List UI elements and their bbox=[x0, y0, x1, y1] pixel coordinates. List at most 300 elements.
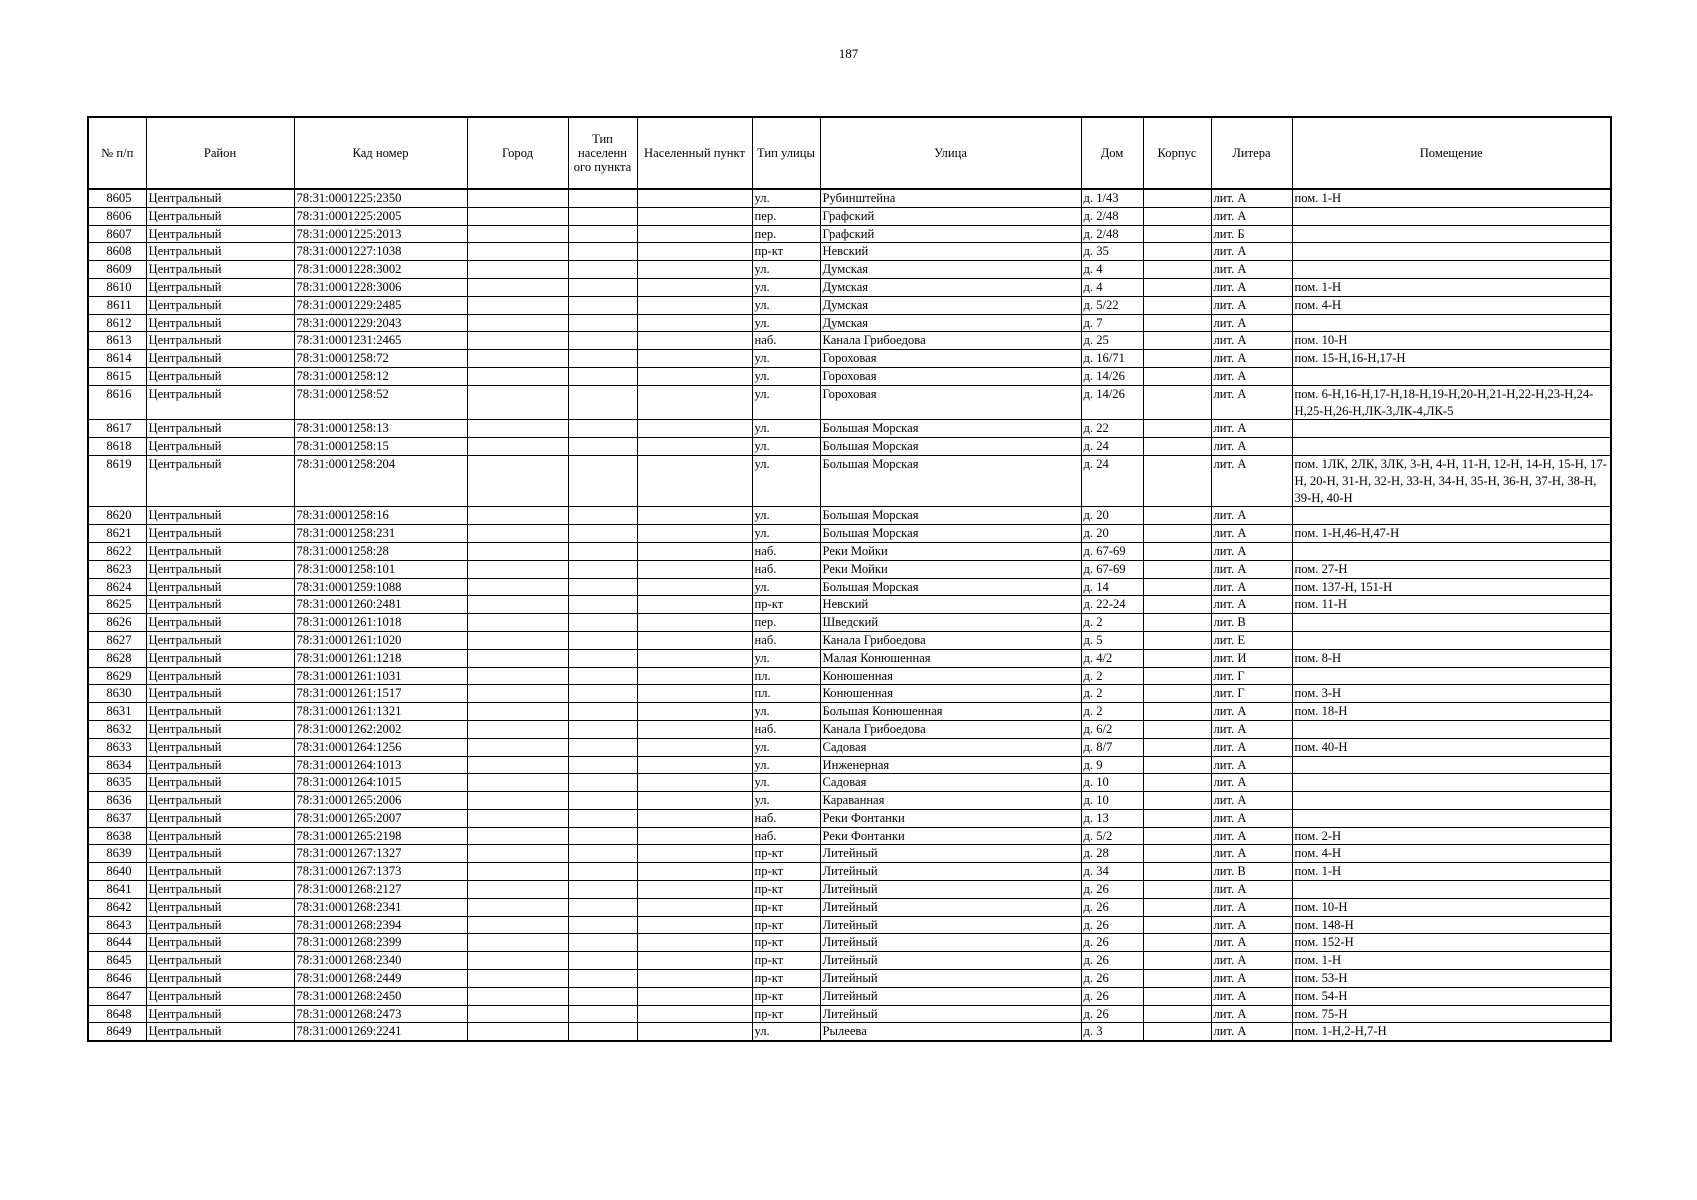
cell-building bbox=[1143, 332, 1211, 350]
cell-settlement bbox=[637, 332, 752, 350]
cell-settlement bbox=[637, 560, 752, 578]
cell-settlement-type bbox=[568, 720, 637, 738]
cell-street-type: пр-кт bbox=[752, 1005, 820, 1023]
cell-settlement-type bbox=[568, 385, 637, 420]
cell-premises: пом. 10-Н bbox=[1292, 898, 1611, 916]
cell-house: д. 3 bbox=[1081, 1023, 1143, 1041]
table-row bbox=[88, 809, 1611, 827]
cell-premises: пом. 18-Н bbox=[1292, 703, 1611, 721]
cell-num: 8635 bbox=[88, 774, 146, 792]
cell-city bbox=[467, 420, 568, 438]
cell-cadastral: 78:31:0001269:2241 bbox=[294, 1023, 467, 1041]
cell-settlement bbox=[637, 845, 752, 863]
cell-settlement bbox=[637, 596, 752, 614]
cell-street-type: ул. bbox=[752, 578, 820, 596]
cell-street: Невский bbox=[820, 243, 1081, 261]
cell-cadastral: 78:31:0001227:1038 bbox=[294, 243, 467, 261]
cell-cadastral: 78:31:0001258:72 bbox=[294, 350, 467, 368]
cell-house: д. 13 bbox=[1081, 809, 1143, 827]
cell-letter: лит. А bbox=[1211, 332, 1292, 350]
cell-cadastral: 78:31:0001259:1088 bbox=[294, 578, 467, 596]
cell-house: д. 26 bbox=[1081, 898, 1143, 916]
cell-cadastral: 78:31:0001261:1517 bbox=[294, 685, 467, 703]
cell-house: д. 8/7 bbox=[1081, 738, 1143, 756]
cell-cadastral: 78:31:0001268:2340 bbox=[294, 952, 467, 970]
cell-letter: лит. А bbox=[1211, 243, 1292, 261]
cell-settlement bbox=[637, 438, 752, 456]
cell-street: Литейный bbox=[820, 1005, 1081, 1023]
cell-premises: пом. 3-Н bbox=[1292, 685, 1611, 703]
cell-settlement bbox=[637, 898, 752, 916]
cell-settlement bbox=[637, 1023, 752, 1041]
cell-street-type: ул. bbox=[752, 649, 820, 667]
cell-city bbox=[467, 649, 568, 667]
cell-premises: пом. 8-Н bbox=[1292, 649, 1611, 667]
cell-street-type: пр-кт bbox=[752, 970, 820, 988]
cell-house: д. 22 bbox=[1081, 420, 1143, 438]
cell-settlement bbox=[637, 542, 752, 560]
cell-street-type: ул. bbox=[752, 438, 820, 456]
cell-city bbox=[467, 243, 568, 261]
cell-house: д. 26 bbox=[1081, 970, 1143, 988]
cell-street-type: пл. bbox=[752, 667, 820, 685]
cell-street-type: пер. bbox=[752, 614, 820, 632]
cell-street-type: ул. bbox=[752, 420, 820, 438]
cell-settlement-type bbox=[568, 207, 637, 225]
cell-settlement-type bbox=[568, 542, 637, 560]
cell-city bbox=[467, 774, 568, 792]
cell-settlement-type bbox=[568, 649, 637, 667]
cell-letter: лит. А bbox=[1211, 916, 1292, 934]
cell-premises bbox=[1292, 314, 1611, 332]
cell-letter: лит. Е bbox=[1211, 631, 1292, 649]
page-number: 187 bbox=[838, 46, 859, 61]
cell-settlement-type bbox=[568, 455, 637, 506]
cell-settlement bbox=[637, 278, 752, 296]
table-row bbox=[88, 827, 1611, 845]
cell-city bbox=[467, 720, 568, 738]
table-row bbox=[88, 1005, 1611, 1023]
cell-settlement bbox=[637, 952, 752, 970]
cell-premises: пом. 11-Н bbox=[1292, 596, 1611, 614]
cell-house: д. 34 bbox=[1081, 863, 1143, 881]
cell-district: Центральный bbox=[146, 916, 294, 934]
cell-house: д. 26 bbox=[1081, 987, 1143, 1005]
cell-num: 8623 bbox=[88, 560, 146, 578]
table-row bbox=[88, 649, 1611, 667]
cell-num: 8610 bbox=[88, 278, 146, 296]
table-row bbox=[88, 332, 1611, 350]
cell-letter: лит. А bbox=[1211, 1023, 1292, 1041]
cell-num: 8648 bbox=[88, 1005, 146, 1023]
header-cadastral: Кад номер bbox=[294, 117, 467, 189]
table-row bbox=[88, 631, 1611, 649]
cell-cadastral: 78:31:0001258:13 bbox=[294, 420, 467, 438]
cell-street: Большая Конюшенная bbox=[820, 703, 1081, 721]
cell-district: Центральный bbox=[146, 774, 294, 792]
cell-num: 8641 bbox=[88, 881, 146, 899]
cell-house: д. 2 bbox=[1081, 703, 1143, 721]
cell-building bbox=[1143, 934, 1211, 952]
cell-num: 8605 bbox=[88, 189, 146, 207]
cell-letter: лит. А bbox=[1211, 578, 1292, 596]
cell-premises: пом. 1-Н,46-Н,47-Н bbox=[1292, 525, 1611, 543]
cell-district: Центральный bbox=[146, 685, 294, 703]
cell-num: 8637 bbox=[88, 809, 146, 827]
cell-premises: пом. 2-Н bbox=[1292, 827, 1611, 845]
cell-district: Центральный bbox=[146, 952, 294, 970]
cell-building bbox=[1143, 774, 1211, 792]
cell-settlement bbox=[637, 189, 752, 207]
cell-house: д. 67-69 bbox=[1081, 542, 1143, 560]
cell-building bbox=[1143, 649, 1211, 667]
cell-district: Центральный bbox=[146, 420, 294, 438]
cell-district: Центральный bbox=[146, 987, 294, 1005]
cell-num: 8606 bbox=[88, 207, 146, 225]
cell-building bbox=[1143, 296, 1211, 314]
cell-district: Центральный bbox=[146, 863, 294, 881]
cell-city bbox=[467, 667, 568, 685]
cell-building bbox=[1143, 261, 1211, 279]
cell-letter: лит. А bbox=[1211, 792, 1292, 810]
cell-settlement bbox=[637, 385, 752, 420]
cell-cadastral: 78:31:0001264:1256 bbox=[294, 738, 467, 756]
header-premises: Помещение bbox=[1292, 117, 1611, 189]
cell-num: 8613 bbox=[88, 332, 146, 350]
cell-premises bbox=[1292, 631, 1611, 649]
cell-district: Центральный bbox=[146, 703, 294, 721]
cell-settlement-type bbox=[568, 1005, 637, 1023]
table-row bbox=[88, 792, 1611, 810]
cell-house: д. 20 bbox=[1081, 525, 1143, 543]
cell-city bbox=[467, 455, 568, 506]
cell-city bbox=[467, 261, 568, 279]
cell-premises bbox=[1292, 809, 1611, 827]
cell-city bbox=[467, 827, 568, 845]
cell-city bbox=[467, 578, 568, 596]
cell-letter: лит. А bbox=[1211, 881, 1292, 899]
cell-building bbox=[1143, 952, 1211, 970]
cell-street-type: наб. bbox=[752, 631, 820, 649]
cell-city bbox=[467, 756, 568, 774]
cell-building bbox=[1143, 631, 1211, 649]
cell-letter: лит. И bbox=[1211, 649, 1292, 667]
cell-district: Центральный bbox=[146, 1005, 294, 1023]
table-row bbox=[88, 225, 1611, 243]
table-row bbox=[88, 438, 1611, 456]
cell-street-type: наб. bbox=[752, 542, 820, 560]
cell-city bbox=[467, 863, 568, 881]
cell-building bbox=[1143, 560, 1211, 578]
cell-num: 8622 bbox=[88, 542, 146, 560]
cell-num: 8638 bbox=[88, 827, 146, 845]
cell-num: 8627 bbox=[88, 631, 146, 649]
cell-num: 8630 bbox=[88, 685, 146, 703]
cell-cadastral: 78:31:0001267:1327 bbox=[294, 845, 467, 863]
cell-street-type: пр-кт bbox=[752, 987, 820, 1005]
header-num: № п/п bbox=[88, 117, 146, 189]
cell-settlement-type bbox=[568, 332, 637, 350]
cell-city bbox=[467, 952, 568, 970]
cell-house: д. 5/2 bbox=[1081, 827, 1143, 845]
cell-street: Реки Мойки bbox=[820, 560, 1081, 578]
cell-num: 8647 bbox=[88, 987, 146, 1005]
table-row bbox=[88, 667, 1611, 685]
cell-street: Рылеева bbox=[820, 1023, 1081, 1041]
cell-district: Центральный bbox=[146, 881, 294, 899]
cell-settlement-type bbox=[568, 278, 637, 296]
cell-city bbox=[467, 1005, 568, 1023]
cell-house: д. 26 bbox=[1081, 881, 1143, 899]
cell-cadastral: 78:31:0001268:2341 bbox=[294, 898, 467, 916]
table-row bbox=[88, 987, 1611, 1005]
cell-cadastral: 78:31:0001225:2350 bbox=[294, 189, 467, 207]
cell-cadastral: 78:31:0001265:2006 bbox=[294, 792, 467, 810]
cell-building bbox=[1143, 189, 1211, 207]
cell-building bbox=[1143, 525, 1211, 543]
cell-premises: пом. 1-Н bbox=[1292, 863, 1611, 881]
cell-city bbox=[467, 207, 568, 225]
cell-premises: пом. 148-Н bbox=[1292, 916, 1611, 934]
cell-city bbox=[467, 225, 568, 243]
table-row bbox=[88, 296, 1611, 314]
cell-settlement bbox=[637, 243, 752, 261]
cell-street-type: ул. bbox=[752, 278, 820, 296]
cell-cadastral: 78:31:0001225:2005 bbox=[294, 207, 467, 225]
cell-house: д. 9 bbox=[1081, 756, 1143, 774]
cell-street: Шведский bbox=[820, 614, 1081, 632]
cell-num: 8631 bbox=[88, 703, 146, 721]
cell-street-type: пр-кт bbox=[752, 863, 820, 881]
table-row bbox=[88, 703, 1611, 721]
cell-street-type: ул. bbox=[752, 507, 820, 525]
cell-street-type: ул. bbox=[752, 756, 820, 774]
cell-premises bbox=[1292, 720, 1611, 738]
cell-settlement bbox=[637, 667, 752, 685]
cell-building bbox=[1143, 667, 1211, 685]
cell-settlement-type bbox=[568, 845, 637, 863]
cell-settlement bbox=[637, 809, 752, 827]
cell-street: Канала Грибоедова bbox=[820, 720, 1081, 738]
cell-cadastral: 78:31:0001258:16 bbox=[294, 507, 467, 525]
cell-settlement bbox=[637, 863, 752, 881]
cell-city bbox=[467, 916, 568, 934]
cell-street: Реки Мойки bbox=[820, 542, 1081, 560]
cell-city bbox=[467, 525, 568, 543]
cell-settlement bbox=[637, 578, 752, 596]
cell-district: Центральный bbox=[146, 225, 294, 243]
cell-premises bbox=[1292, 792, 1611, 810]
cell-building bbox=[1143, 720, 1211, 738]
table-row bbox=[88, 970, 1611, 988]
cell-cadastral: 78:31:0001261:1018 bbox=[294, 614, 467, 632]
cell-street-type: ул. bbox=[752, 350, 820, 368]
cell-settlement bbox=[637, 827, 752, 845]
cell-settlement bbox=[637, 350, 752, 368]
cell-letter: лит. А bbox=[1211, 934, 1292, 952]
cell-city bbox=[467, 542, 568, 560]
cell-city bbox=[467, 970, 568, 988]
cell-premises bbox=[1292, 225, 1611, 243]
cell-letter: лит. А bbox=[1211, 809, 1292, 827]
cell-street-type: наб. bbox=[752, 332, 820, 350]
cell-city bbox=[467, 438, 568, 456]
cell-letter: лит. Б bbox=[1211, 225, 1292, 243]
cell-street: Графский bbox=[820, 225, 1081, 243]
cell-district: Центральный bbox=[146, 542, 294, 560]
cell-cadastral: 78:31:0001268:2399 bbox=[294, 934, 467, 952]
cell-district: Центральный bbox=[146, 631, 294, 649]
cell-city bbox=[467, 987, 568, 1005]
table-row bbox=[88, 261, 1611, 279]
cell-street: Большая Морская bbox=[820, 438, 1081, 456]
cell-street-type: ул. bbox=[752, 774, 820, 792]
cell-num: 8645 bbox=[88, 952, 146, 970]
cell-premises: пом. 15-Н,16-Н,17-Н bbox=[1292, 350, 1611, 368]
cell-street-type: пр-кт bbox=[752, 934, 820, 952]
cell-street-type: ул. bbox=[752, 296, 820, 314]
cell-street-type: ул. bbox=[752, 314, 820, 332]
cell-district: Центральный bbox=[146, 792, 294, 810]
cell-letter: лит. А bbox=[1211, 314, 1292, 332]
cell-settlement bbox=[637, 367, 752, 385]
cell-district: Центральный bbox=[146, 827, 294, 845]
cell-settlement bbox=[637, 420, 752, 438]
cell-city bbox=[467, 296, 568, 314]
cell-settlement-type bbox=[568, 987, 637, 1005]
cell-district: Центральный bbox=[146, 596, 294, 614]
header-district: Район bbox=[146, 117, 294, 189]
cell-city bbox=[467, 350, 568, 368]
cell-building bbox=[1143, 614, 1211, 632]
cell-cadastral: 78:31:0001265:2007 bbox=[294, 809, 467, 827]
cell-letter: лит. А bbox=[1211, 898, 1292, 916]
cell-num: 8615 bbox=[88, 367, 146, 385]
cell-building bbox=[1143, 970, 1211, 988]
cell-cadastral: 78:31:0001262:2002 bbox=[294, 720, 467, 738]
cell-house: д. 2 bbox=[1081, 685, 1143, 703]
cell-house: д. 2/48 bbox=[1081, 207, 1143, 225]
cell-street: Рубинштейна bbox=[820, 189, 1081, 207]
header-house: Дом bbox=[1081, 117, 1143, 189]
cell-city bbox=[467, 792, 568, 810]
cell-building bbox=[1143, 385, 1211, 420]
cell-house: д. 25 bbox=[1081, 332, 1143, 350]
cell-building bbox=[1143, 685, 1211, 703]
cell-building bbox=[1143, 314, 1211, 332]
cell-street-type: ул. bbox=[752, 738, 820, 756]
cell-settlement-type bbox=[568, 934, 637, 952]
cell-building bbox=[1143, 367, 1211, 385]
cell-street: Думская bbox=[820, 296, 1081, 314]
cell-cadastral: 78:31:0001258:52 bbox=[294, 385, 467, 420]
table-row bbox=[88, 542, 1611, 560]
cell-district: Центральный bbox=[146, 720, 294, 738]
cell-premises bbox=[1292, 420, 1611, 438]
cell-settlement-type bbox=[568, 916, 637, 934]
cell-settlement bbox=[637, 525, 752, 543]
cell-settlement-type bbox=[568, 970, 637, 988]
table-row bbox=[88, 1023, 1611, 1041]
cell-street-type: пр-кт bbox=[752, 916, 820, 934]
cell-house: д. 28 bbox=[1081, 845, 1143, 863]
cell-district: Центральный bbox=[146, 845, 294, 863]
cell-settlement bbox=[637, 792, 752, 810]
cell-num: 8634 bbox=[88, 756, 146, 774]
cell-premises: пом. 40-Н bbox=[1292, 738, 1611, 756]
cell-house: д. 5 bbox=[1081, 631, 1143, 649]
cell-house: д. 2 bbox=[1081, 614, 1143, 632]
cell-city bbox=[467, 898, 568, 916]
cell-settlement bbox=[637, 916, 752, 934]
cell-premises: пом. 1-Н,2-Н,7-Н bbox=[1292, 1023, 1611, 1041]
cell-cadastral: 78:31:0001231:2465 bbox=[294, 332, 467, 350]
cell-district: Центральный bbox=[146, 296, 294, 314]
cell-settlement-type bbox=[568, 898, 637, 916]
cell-num: 8626 bbox=[88, 614, 146, 632]
cell-street: Большая Морская bbox=[820, 507, 1081, 525]
cell-letter: лит. А bbox=[1211, 720, 1292, 738]
cell-street: Канала Грибоедова bbox=[820, 631, 1081, 649]
cell-num: 8609 bbox=[88, 261, 146, 279]
cell-building bbox=[1143, 987, 1211, 1005]
cell-settlement-type bbox=[568, 314, 637, 332]
cell-building bbox=[1143, 845, 1211, 863]
cell-num: 8619 bbox=[88, 455, 146, 506]
cell-cadastral: 78:31:0001258:12 bbox=[294, 367, 467, 385]
cell-house: д. 14/26 bbox=[1081, 385, 1143, 420]
cell-settlement bbox=[637, 614, 752, 632]
cell-premises: пом. 53-Н bbox=[1292, 970, 1611, 988]
cell-num: 8624 bbox=[88, 578, 146, 596]
header-building: Корпус bbox=[1143, 117, 1211, 189]
cell-settlement-type bbox=[568, 774, 637, 792]
cell-settlement bbox=[637, 720, 752, 738]
cell-street-type: наб. bbox=[752, 560, 820, 578]
cell-street: Графский bbox=[820, 207, 1081, 225]
cell-cadastral: 78:31:0001261:1031 bbox=[294, 667, 467, 685]
cell-street: Караванная bbox=[820, 792, 1081, 810]
cell-premises: пом. 54-Н bbox=[1292, 987, 1611, 1005]
cell-settlement-type bbox=[568, 350, 637, 368]
cell-building bbox=[1143, 916, 1211, 934]
cell-street-type: наб. bbox=[752, 720, 820, 738]
cell-district: Центральный bbox=[146, 243, 294, 261]
cell-settlement-type bbox=[568, 703, 637, 721]
cell-premises: пом. 1-Н bbox=[1292, 952, 1611, 970]
cell-letter: лит. А bbox=[1211, 420, 1292, 438]
cell-street-type: ул. bbox=[752, 385, 820, 420]
cell-settlement-type bbox=[568, 614, 637, 632]
cell-settlement bbox=[637, 738, 752, 756]
table-row bbox=[88, 367, 1611, 385]
cell-num: 8616 bbox=[88, 385, 146, 420]
cell-premises: пом. 1-Н bbox=[1292, 189, 1611, 207]
cell-cadastral: 78:31:0001258:101 bbox=[294, 560, 467, 578]
cell-street: Думская bbox=[820, 314, 1081, 332]
cell-building bbox=[1143, 350, 1211, 368]
cell-city bbox=[467, 385, 568, 420]
cell-settlement-type bbox=[568, 631, 637, 649]
cell-building bbox=[1143, 738, 1211, 756]
table-row bbox=[88, 507, 1611, 525]
cell-settlement-type bbox=[568, 685, 637, 703]
cell-house: д. 26 bbox=[1081, 916, 1143, 934]
cell-city bbox=[467, 332, 568, 350]
property-register-table bbox=[87, 116, 1612, 1042]
cell-building bbox=[1143, 827, 1211, 845]
cell-house: д. 22-24 bbox=[1081, 596, 1143, 614]
